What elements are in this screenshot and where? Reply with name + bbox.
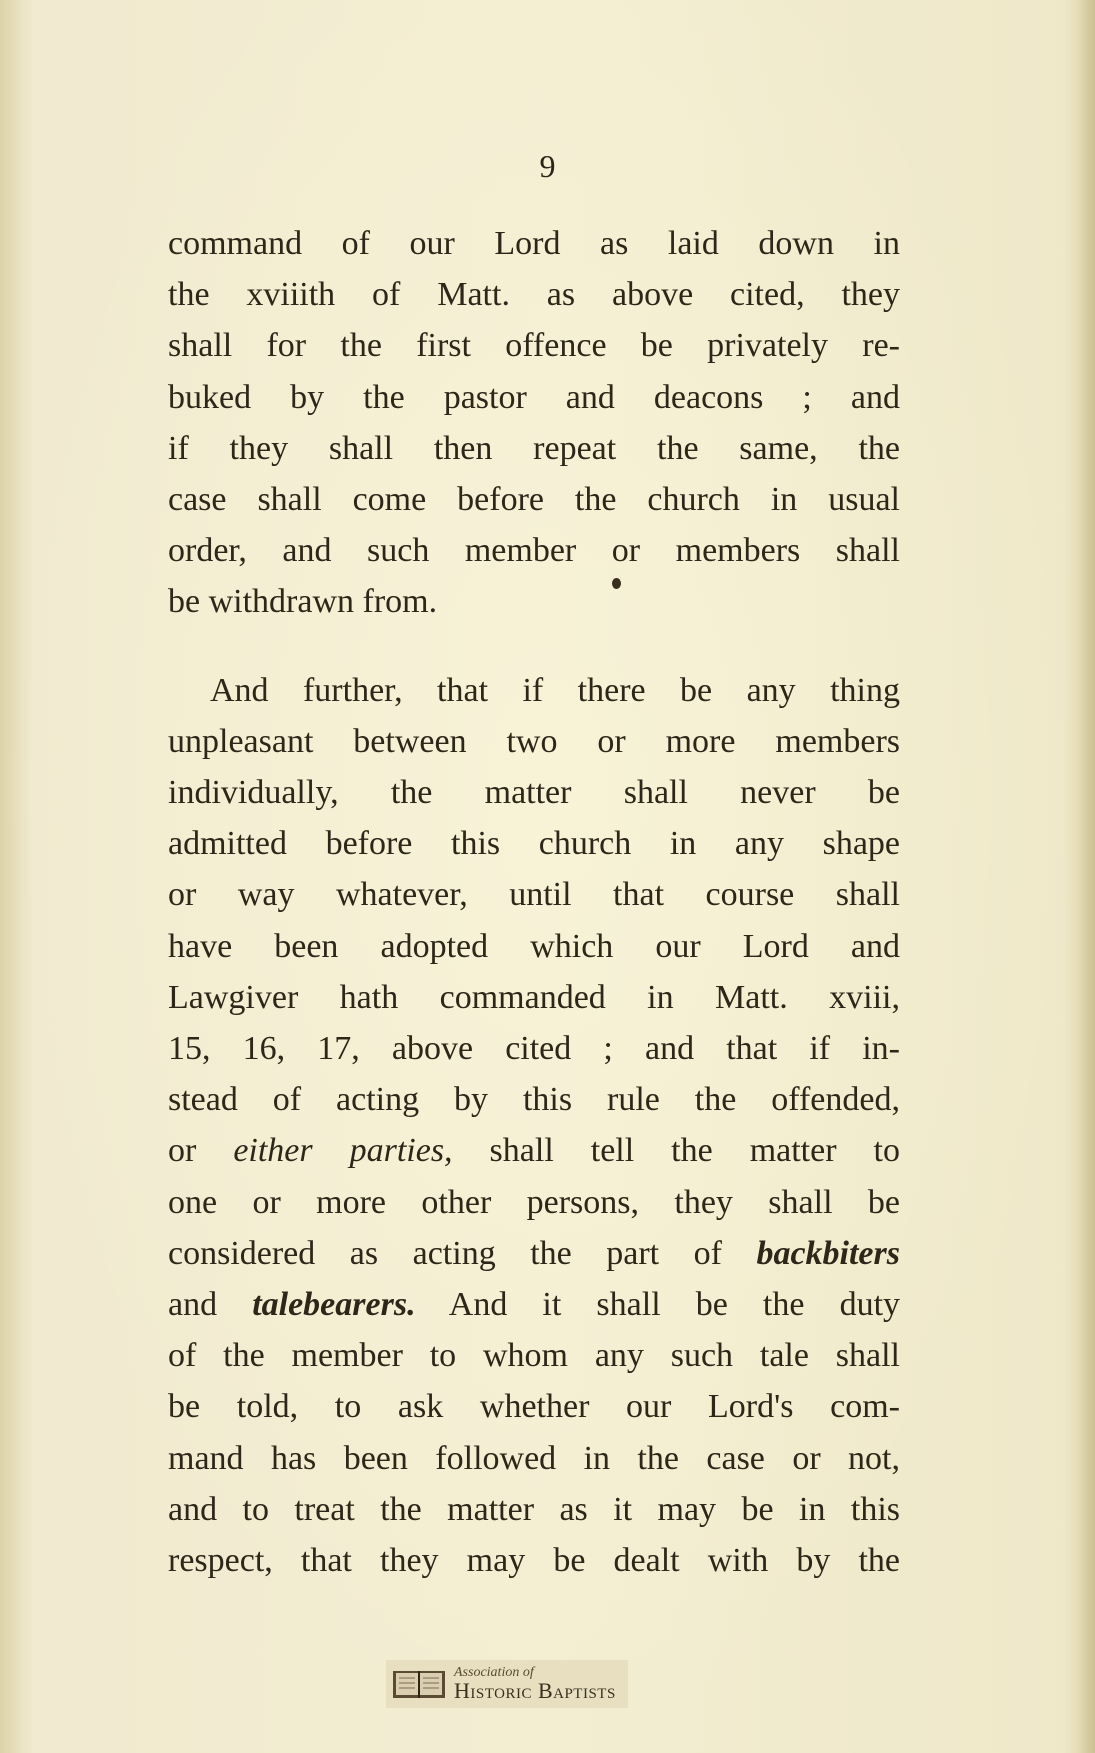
book-icon bbox=[392, 1668, 446, 1700]
logo-subtitle: Association of bbox=[454, 1665, 534, 1680]
text-line-mixed bbox=[168, 1125, 900, 1176]
text-run: and bbox=[168, 1286, 253, 1324]
text-line: one or more other persons, they shall be bbox=[168, 1183, 900, 1221]
watermark-logo bbox=[386, 1660, 628, 1708]
text-line: individually, the matter shall never be bbox=[168, 774, 900, 812]
text-line: command of our Lord as laid down in bbox=[168, 225, 900, 262]
logo-title: Historic Baptists bbox=[454, 1678, 616, 1703]
text-line: Lawgiver hath commanded in Matt. xviii, bbox=[168, 978, 900, 1016]
text-line: if they shall then repeat the same, the bbox=[168, 429, 900, 467]
text-line: mand has been followed in the case or not, bbox=[168, 1439, 900, 1477]
text-run: shall tell the matter to bbox=[452, 1132, 900, 1170]
text-line: be told, to ask whether our Lord's com- bbox=[168, 1388, 900, 1426]
logo-text bbox=[454, 1666, 616, 1702]
text-line: admitted before this church in any shape bbox=[168, 825, 900, 863]
italic-run: talebearers. bbox=[252, 1286, 416, 1324]
text-line: of the member to whom any such tale shall bbox=[168, 1337, 900, 1375]
text-run: And it shall be the duty bbox=[415, 1286, 901, 1324]
text-run: or bbox=[168, 1132, 234, 1170]
text-line: buked by the pastor and deacons ; and bbox=[168, 378, 900, 416]
text-run: considered as acting the part of bbox=[168, 1234, 757, 1272]
text-line: and to treat the matter as it may be in this bbox=[168, 1490, 900, 1528]
text-line: have been adopted which our Lord and bbox=[168, 927, 900, 965]
text-line: respect, that they may be dealt with by the bbox=[168, 1542, 900, 1580]
page-number: 9 bbox=[539, 148, 556, 184]
paragraph-gap bbox=[168, 628, 900, 665]
text-line: the xviiith of Matt. as above cited, they bbox=[168, 276, 900, 314]
text-line: shall for the first offence be privately re- bbox=[168, 327, 900, 365]
page-edge-shadow bbox=[1077, 0, 1095, 1753]
text-line: unpleasant between two or more members bbox=[168, 722, 900, 760]
italic-run: either parties, bbox=[233, 1132, 453, 1170]
text-line: And further, that if there be any thing bbox=[210, 671, 900, 709]
text-line: be withdrawn from. bbox=[168, 583, 438, 621]
body-text bbox=[168, 218, 900, 1586]
text-line-mixed bbox=[168, 1279, 900, 1330]
text-line: or way whatever, until that course shall bbox=[168, 876, 900, 914]
ink-spot bbox=[612, 578, 621, 589]
text-line-mixed bbox=[168, 1228, 900, 1279]
text-line: 15, 16, 17, above cited ; and that if in- bbox=[168, 1030, 900, 1068]
text-line: order, and such member or members shall bbox=[168, 532, 900, 570]
italic-run: backbiters bbox=[756, 1234, 900, 1272]
text-line: stead of acting by this rule the offended, bbox=[168, 1081, 900, 1119]
text-line: case shall come before the church in usual bbox=[168, 481, 900, 519]
